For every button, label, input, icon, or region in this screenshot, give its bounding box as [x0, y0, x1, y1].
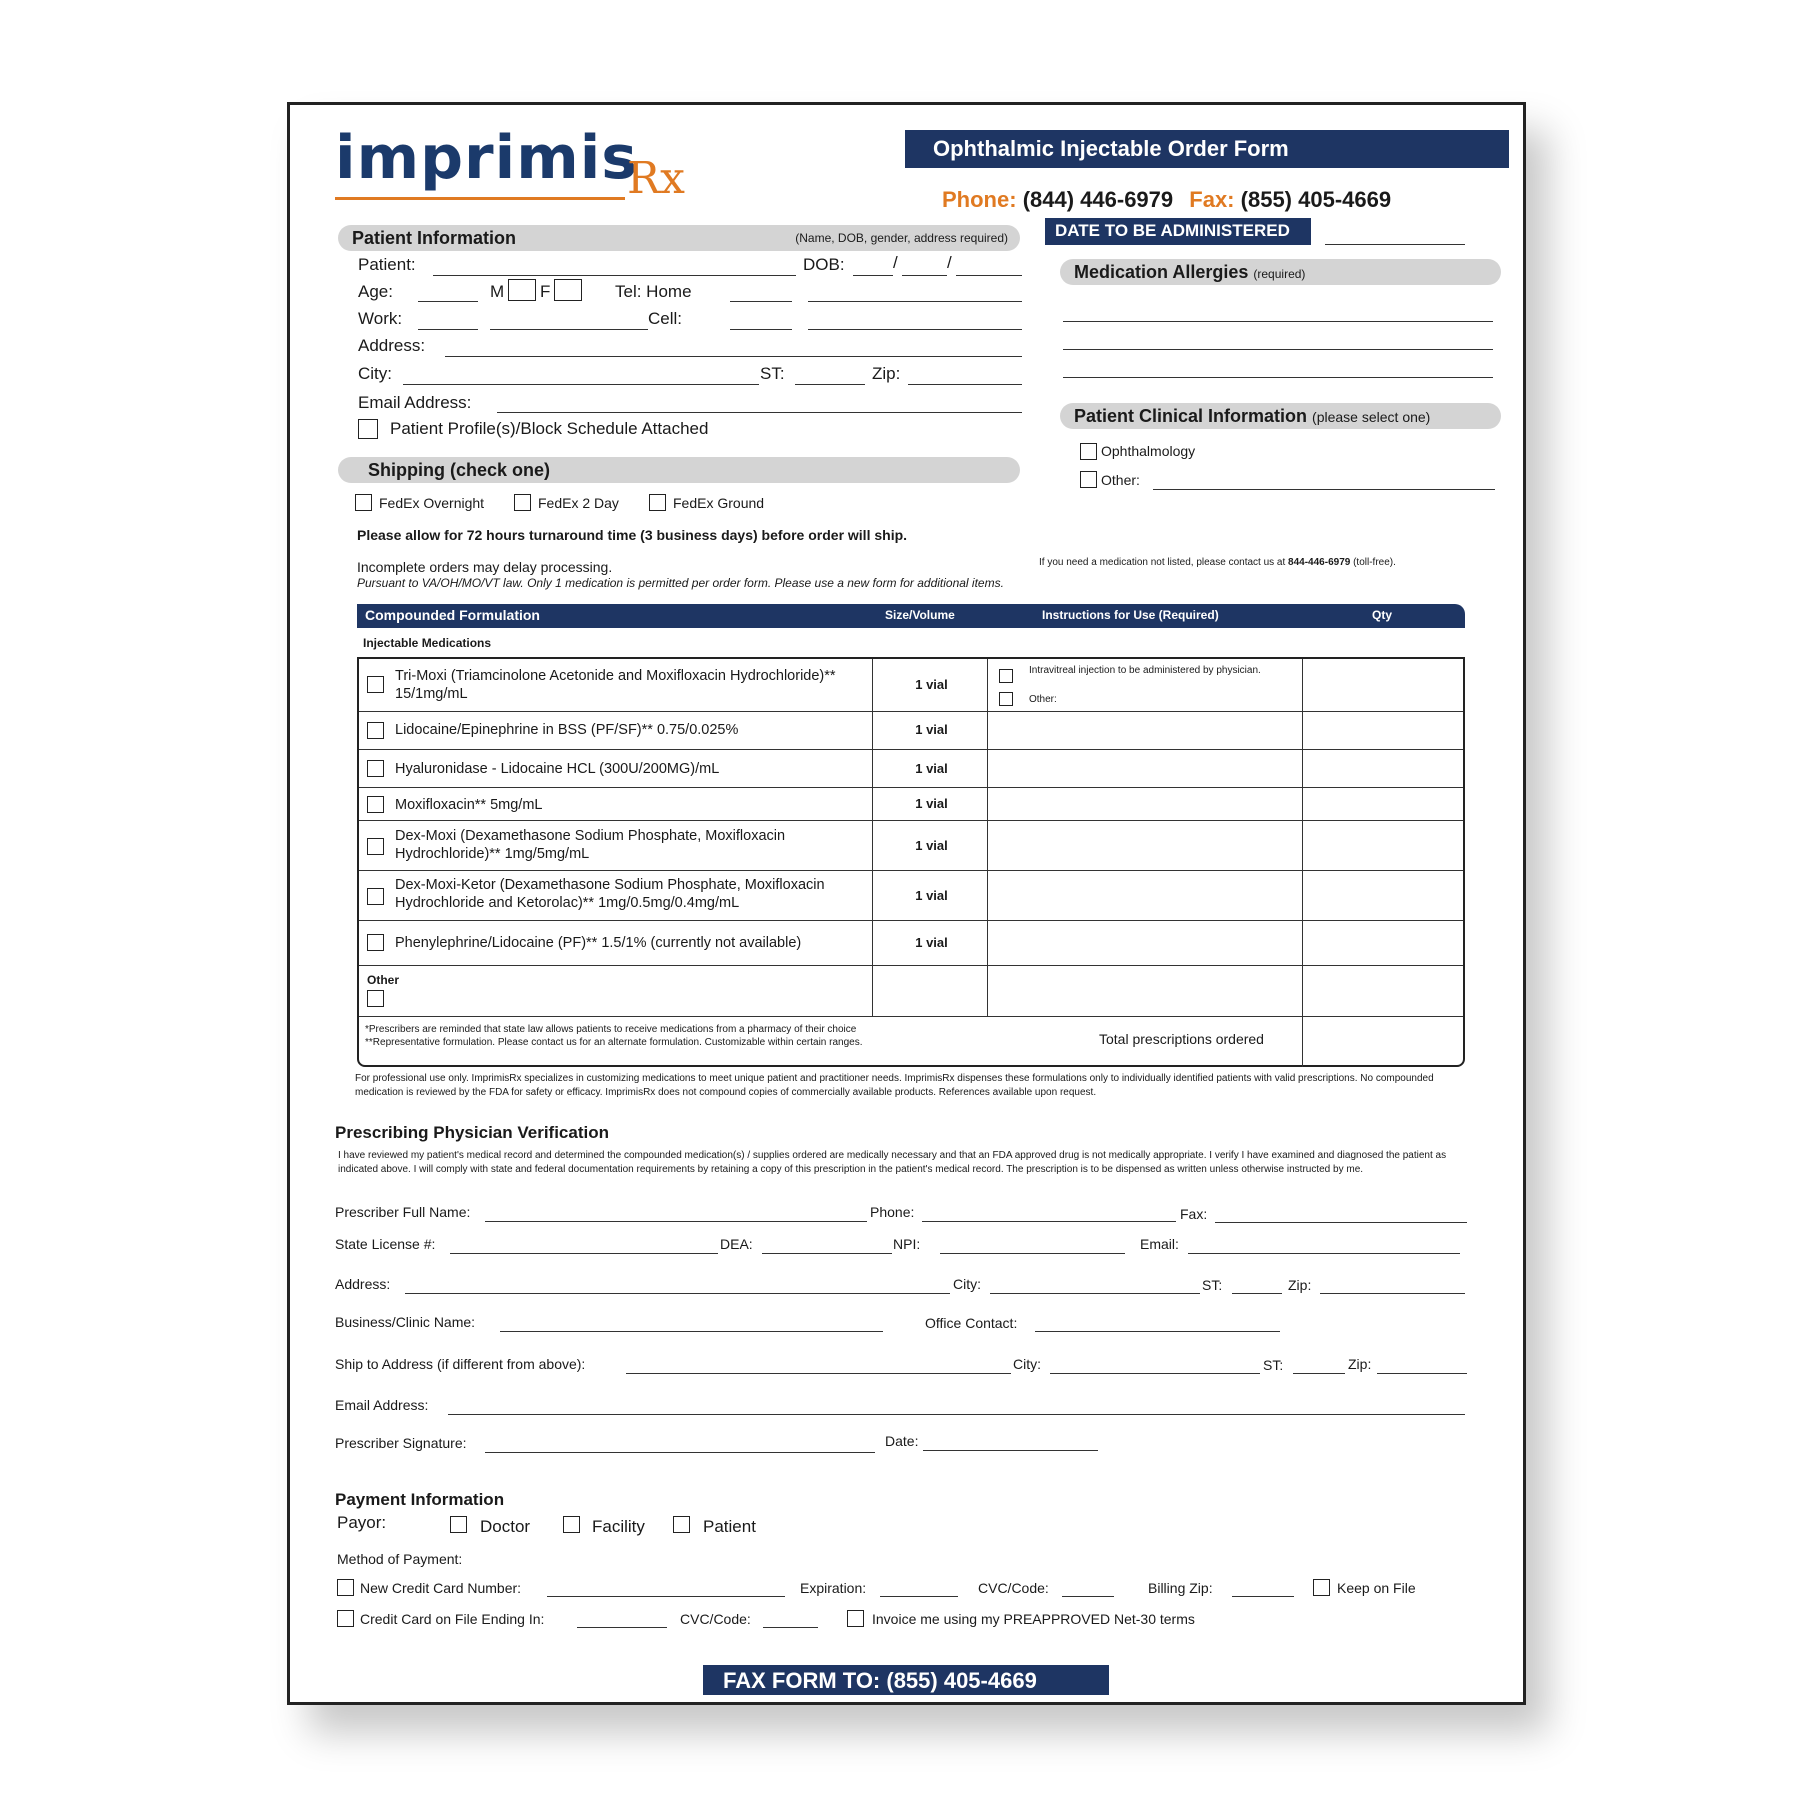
dob-separator: /	[893, 253, 898, 272]
license-label: State License #:	[335, 1236, 436, 1252]
prescriber-fax-label: Fax:	[1180, 1206, 1208, 1222]
prescriber-city-field[interactable]	[990, 1293, 1200, 1294]
signature-date-field[interactable]	[923, 1450, 1098, 1451]
ship-city-label: City:	[1013, 1356, 1041, 1372]
card-on-file-checkbox[interactable]	[337, 1610, 354, 1627]
prescriber-zip-label: Zip:	[1288, 1277, 1312, 1293]
med-name: Tri-Moxi (Triamcinolone Acetonide and Moxifloxacin Hydrochloride)** 15/1mg/mL	[395, 668, 836, 702]
med-checkbox[interactable]	[367, 888, 384, 905]
contact-line	[942, 187, 1391, 213]
new-card-checkbox[interactable]	[337, 1579, 354, 1596]
age-label: Age:	[358, 282, 393, 301]
male-label: M	[490, 282, 505, 301]
professional-use-disclaimer: For professional use only. ImprimisRx specializes in customizing medications to meet unique patient and practitioner needs. ImprimisRx dispenses these formulations only to individually identified patients with valid prescriptions. No compounded medication is reviewed by the FDA for safety or efficacy. ImprimisRx does not compound copies of commercially available products. References available upon request.	[355, 1073, 1434, 1098]
cell-number-field[interactable]	[808, 329, 1022, 330]
billing-zip-field[interactable]	[1232, 1596, 1294, 1597]
female-checkbox[interactable]	[554, 279, 582, 301]
payor-label: Payor:	[337, 1513, 387, 1532]
keep-on-file-checkbox[interactable]	[1313, 1579, 1330, 1596]
footnote-1: *Prescribers are reminded that state law allows patients to receive medications from a pharmacy of their choice	[365, 1024, 857, 1035]
table-row	[359, 659, 1463, 712]
cvc-field[interactable]	[1062, 1596, 1114, 1597]
med-size: 1 vial	[915, 796, 948, 811]
footnote-2: **Representative formulation. Please contact us for an alternate formulation. Customizable within certain ranges.	[365, 1037, 863, 1048]
fedex-2day-checkbox[interactable]	[514, 494, 531, 511]
med-checkbox[interactable]	[367, 722, 384, 739]
female-label: F	[540, 282, 551, 301]
table-row	[359, 871, 1463, 921]
clinical-info-title: Patient Clinical Information	[1074, 406, 1308, 426]
clinical-other-checkbox[interactable]	[1080, 471, 1097, 488]
cell-area-field[interactable]	[730, 329, 792, 330]
patient-name-field[interactable]	[433, 275, 796, 276]
total-prescriptions-label: Total prescriptions ordered	[1099, 1031, 1264, 1047]
fax-label: Fax:	[1189, 187, 1235, 212]
law-note: Pursuant to VA/OH/MO/VT law. Only 1 medication is permitted per order form. Please use a new form for additional items.	[357, 576, 1004, 590]
card-on-file-cvc-field[interactable]	[763, 1627, 818, 1628]
payor-facility-label: Facility	[592, 1517, 645, 1536]
dob-label: DOB:	[803, 255, 845, 274]
ophthalmology-checkbox[interactable]	[1080, 443, 1097, 460]
contact-note	[1039, 557, 1396, 568]
work-area-field[interactable]	[418, 329, 478, 330]
patient-label: Patient:	[358, 255, 416, 274]
med-checkbox[interactable]	[367, 796, 384, 813]
work-number-field[interactable]	[490, 329, 648, 330]
npi-label: NPI:	[893, 1236, 921, 1252]
fax-number: (855) 405-4669	[1240, 187, 1392, 212]
method-of-payment-label: Method of Payment:	[337, 1551, 463, 1567]
cell-label: Cell:	[648, 309, 683, 328]
phone-number: (844) 446-6979	[1022, 187, 1174, 212]
col-formulation: Compounded Formulation	[365, 607, 540, 623]
office-contact-field[interactable]	[1035, 1331, 1280, 1332]
clinical-info-note: (please select one)	[1312, 409, 1431, 425]
patient-city-field[interactable]	[403, 384, 759, 385]
profile-attached-label: Patient Profile(s)/Block Schedule Attached	[390, 419, 709, 438]
signature-label: Prescriber Signature:	[335, 1435, 467, 1451]
ship-address-field[interactable]	[626, 1373, 1011, 1374]
patient-info-header	[338, 225, 1020, 251]
dea-label: DEA:	[720, 1236, 753, 1252]
med-checkbox[interactable]	[367, 838, 384, 855]
imprimis-logo	[335, 123, 685, 213]
patient-email-field[interactable]	[497, 412, 1022, 413]
fedex-overnight-label: FedEx Overnight	[379, 495, 485, 511]
ship-zip-label: Zip:	[1348, 1356, 1372, 1372]
table-footnotes	[365, 1023, 862, 1049]
contact-note-suffix: (toll-free).	[1350, 557, 1396, 568]
payor-doctor-label: Doctor	[480, 1517, 531, 1536]
ship-zip-field[interactable]	[1377, 1373, 1467, 1374]
payment-section-title: Payment Information	[335, 1490, 505, 1509]
table-header	[357, 604, 1465, 628]
work-label: Work:	[358, 309, 403, 328]
prescriber-st-label: ST:	[1202, 1277, 1223, 1293]
ship-st-field[interactable]	[1293, 1373, 1345, 1374]
table-row	[359, 921, 1463, 966]
dob-separator: /	[947, 253, 952, 272]
ship-address-label: Ship to Address (if different from above):	[335, 1356, 586, 1372]
patient-info-title: Patient Information	[352, 228, 517, 248]
med-checkbox[interactable]	[367, 676, 384, 693]
other-med-checkbox[interactable]	[367, 990, 384, 1007]
signature-date-label: Date:	[885, 1433, 919, 1449]
med-name: Hyaluronidase - Lidocaine HCL (300U/200MG)/mL	[395, 761, 720, 777]
payor-doctor-checkbox[interactable]	[450, 1516, 467, 1533]
fedex-overnight-checkbox[interactable]	[355, 494, 372, 511]
phone-label: Phone:	[942, 187, 1017, 212]
card-on-file-field[interactable]	[577, 1627, 667, 1628]
patient-state-field[interactable]	[795, 384, 865, 385]
keep-on-file-label: Keep on File	[1337, 1580, 1416, 1596]
tel-home-number-field[interactable]	[808, 301, 1022, 302]
prescriber-zip-field[interactable]	[1320, 1293, 1465, 1294]
city-label: City:	[358, 364, 392, 383]
prescriber-phone-field[interactable]	[922, 1221, 1176, 1222]
table-row	[359, 788, 1463, 821]
allergies-note: (required)	[1253, 267, 1306, 281]
physician-statement: I have reviewed my patient's medical record and determined the compounded medication(s) / supplies ordered are medically necessary and that an FDA approved drug is not medically appropriate. I verify I have examined and diagnosed the patient as indicated above. I will comply with state and federal documentation requirements by retaining a copy of this prescription in the patient's medical record. The prescription is to be dispensed as written unless otherwise instructed by me.	[338, 1150, 1447, 1175]
email-address-field[interactable]	[448, 1414, 1465, 1415]
injectable-subheader: Injectable Medications	[363, 636, 492, 650]
invoice-checkbox[interactable]	[847, 1610, 864, 1627]
med-checkbox[interactable]	[367, 934, 384, 951]
med-checkbox[interactable]	[367, 760, 384, 777]
prescriber-st-field[interactable]	[1232, 1293, 1282, 1294]
date-to-be-administered-field[interactable]	[1325, 244, 1465, 245]
med-name: Moxifloxacin** 5mg/mL	[395, 797, 543, 813]
prescriber-city-label: City:	[953, 1276, 981, 1292]
male-checkbox[interactable]	[508, 279, 536, 301]
clinic-name-label: Business/Clinic Name:	[335, 1314, 476, 1330]
table-row-other	[359, 966, 1463, 1017]
clinical-info-header	[1060, 403, 1501, 429]
fax-form-banner: FAX FORM TO: (855) 405-4669	[703, 1665, 1109, 1695]
prescriber-name-field[interactable]	[485, 1221, 867, 1222]
med-name: Dex-Moxi (Dexamethasone Sodium Phosphate, Moxifloxacin Hydrochloride)** 1mg/5mg/mL	[395, 828, 786, 862]
logo-wordmark: imprimis	[335, 123, 638, 193]
clinical-other-label: Other:	[1101, 472, 1140, 488]
col-size: Size/Volume	[885, 608, 955, 622]
prescriber-email-label: Email:	[1140, 1236, 1179, 1252]
shipping-header	[338, 457, 1020, 483]
new-card-label: New Credit Card Number:	[360, 1580, 522, 1596]
allergies-title: Medication Allergies	[1074, 262, 1249, 282]
med-name: Phenylephrine/Lidocaine (PF)** 1.5/1% (currently not available)	[395, 935, 802, 951]
ship-city-field[interactable]	[1050, 1373, 1260, 1374]
dob-year-field[interactable]	[956, 275, 1022, 276]
med-name: Lidocaine/Epinephrine in BSS (PF/SF)** 0.75/0.025%	[395, 722, 739, 738]
email-label: Email Address:	[358, 393, 472, 412]
age-field[interactable]	[418, 301, 478, 302]
instr-other-checkbox[interactable]	[999, 692, 1013, 706]
patient-zip-field[interactable]	[908, 384, 1022, 385]
shipping-title: Shipping (check one)	[368, 460, 551, 480]
contact-note-phone: 844-446-6979	[1288, 557, 1351, 568]
card-on-file-label: Credit Card on File Ending In:	[360, 1611, 545, 1627]
clinical-other-field[interactable]	[1153, 489, 1495, 490]
st-label: ST:	[760, 364, 785, 383]
dob-day-field[interactable]	[902, 275, 947, 276]
dea-field[interactable]	[762, 1253, 892, 1254]
payor-facility-checkbox[interactable]	[563, 1516, 580, 1533]
med-size: 1 vial	[915, 761, 948, 776]
clinic-name-field[interactable]	[500, 1331, 883, 1332]
allergies-line-3[interactable]	[1063, 377, 1493, 378]
dob-month-field[interactable]	[853, 275, 893, 276]
form-title: Ophthalmic Injectable Order Form	[905, 130, 1509, 168]
logo-underline	[335, 197, 625, 200]
prescriber-address-field[interactable]	[405, 1293, 950, 1294]
tel-home-label: Tel: Home	[615, 282, 692, 301]
instr-other-label: Other:	[1029, 694, 1057, 705]
license-field[interactable]	[450, 1253, 718, 1254]
med-size: 1 vial	[915, 722, 948, 737]
instr-intravitreal-label: Intravitreal injection to be administered by physician.	[1029, 665, 1261, 676]
profile-attached-checkbox[interactable]	[358, 419, 378, 439]
patient-address-field[interactable]	[445, 356, 1022, 357]
ophthalmology-label: Ophthalmology	[1101, 443, 1196, 459]
allergies-header	[1060, 259, 1501, 285]
npi-field[interactable]	[940, 1253, 1125, 1254]
zip-label: Zip:	[872, 364, 901, 383]
med-size: 1 vial	[915, 838, 948, 853]
prescriber-fax-field[interactable]	[1215, 1222, 1467, 1223]
med-size: 1 vial	[915, 935, 948, 950]
expiration-label: Expiration:	[800, 1580, 867, 1596]
date-to-be-administered-label: DATE TO BE ADMINISTERED	[1045, 218, 1311, 245]
fedex-ground-checkbox[interactable]	[649, 494, 666, 511]
med-name: Dex-Moxi-Ketor (Dexamethasone Sodium Phosphate, Moxifloxacin Hydrochloride and Ketorolac)** 1mg/0.5mg/0.4mg/mL	[395, 877, 825, 911]
invoice-label: Invoice me using my PREAPPROVED Net-30 terms	[872, 1611, 1195, 1627]
cvc-label: CVC/Code:	[978, 1580, 1049, 1596]
logo-rx-mark: Rx	[627, 153, 685, 204]
fedex-ground-label: FedEx Ground	[673, 495, 765, 511]
physician-section-title: Prescribing Physician Verification	[335, 1123, 609, 1142]
patient-info-note: (Name, DOB, gender, address required)	[795, 231, 1008, 245]
card-on-file-cvc-label: CVC/Code:	[680, 1611, 751, 1627]
med-size: 1 vial	[915, 888, 948, 903]
payor-patient-label: Patient	[703, 1517, 756, 1536]
col-qty: Qty	[1372, 608, 1393, 622]
incomplete-note: Incomplete orders may delay processing.	[357, 559, 613, 575]
payor-patient-checkbox[interactable]	[673, 1516, 690, 1533]
prescriber-name-label: Prescriber Full Name:	[335, 1204, 471, 1220]
ship-st-label: ST:	[1263, 1357, 1284, 1373]
instr-intravitreal-checkbox[interactable]	[999, 669, 1013, 683]
order-form-sheet	[287, 102, 1526, 1705]
prescriber-address-label: Address:	[335, 1276, 391, 1292]
allergies-line-2[interactable]	[1063, 349, 1493, 350]
signature-field[interactable]	[485, 1452, 875, 1453]
expiration-field[interactable]	[880, 1596, 958, 1597]
turnaround-note: Please allow for 72 hours turnaround time (3 business days) before order will ship.	[357, 527, 908, 543]
tel-home-area-field[interactable]	[730, 301, 792, 302]
contact-note-text: If you need a medication not listed, please contact us at	[1039, 557, 1289, 568]
new-card-field[interactable]	[547, 1596, 785, 1597]
prescriber-email-field[interactable]	[1188, 1253, 1460, 1254]
table-row	[359, 821, 1463, 871]
address-label: Address:	[358, 336, 426, 355]
prescriber-phone-label: Phone:	[870, 1204, 915, 1220]
allergies-line-1[interactable]	[1063, 321, 1493, 322]
medication-table	[357, 657, 1465, 1067]
office-contact-label: Office Contact:	[925, 1315, 1018, 1331]
table-row	[359, 712, 1463, 750]
table-row	[359, 750, 1463, 788]
email-address-label: Email Address:	[335, 1397, 429, 1413]
med-size: 1 vial	[915, 677, 948, 692]
fedex-2day-label: FedEx 2 Day	[538, 495, 619, 511]
col-instructions: Instructions for Use (Required)	[1042, 608, 1219, 622]
other-med-label: Other	[367, 973, 400, 987]
billing-zip-label: Billing Zip:	[1148, 1580, 1213, 1596]
